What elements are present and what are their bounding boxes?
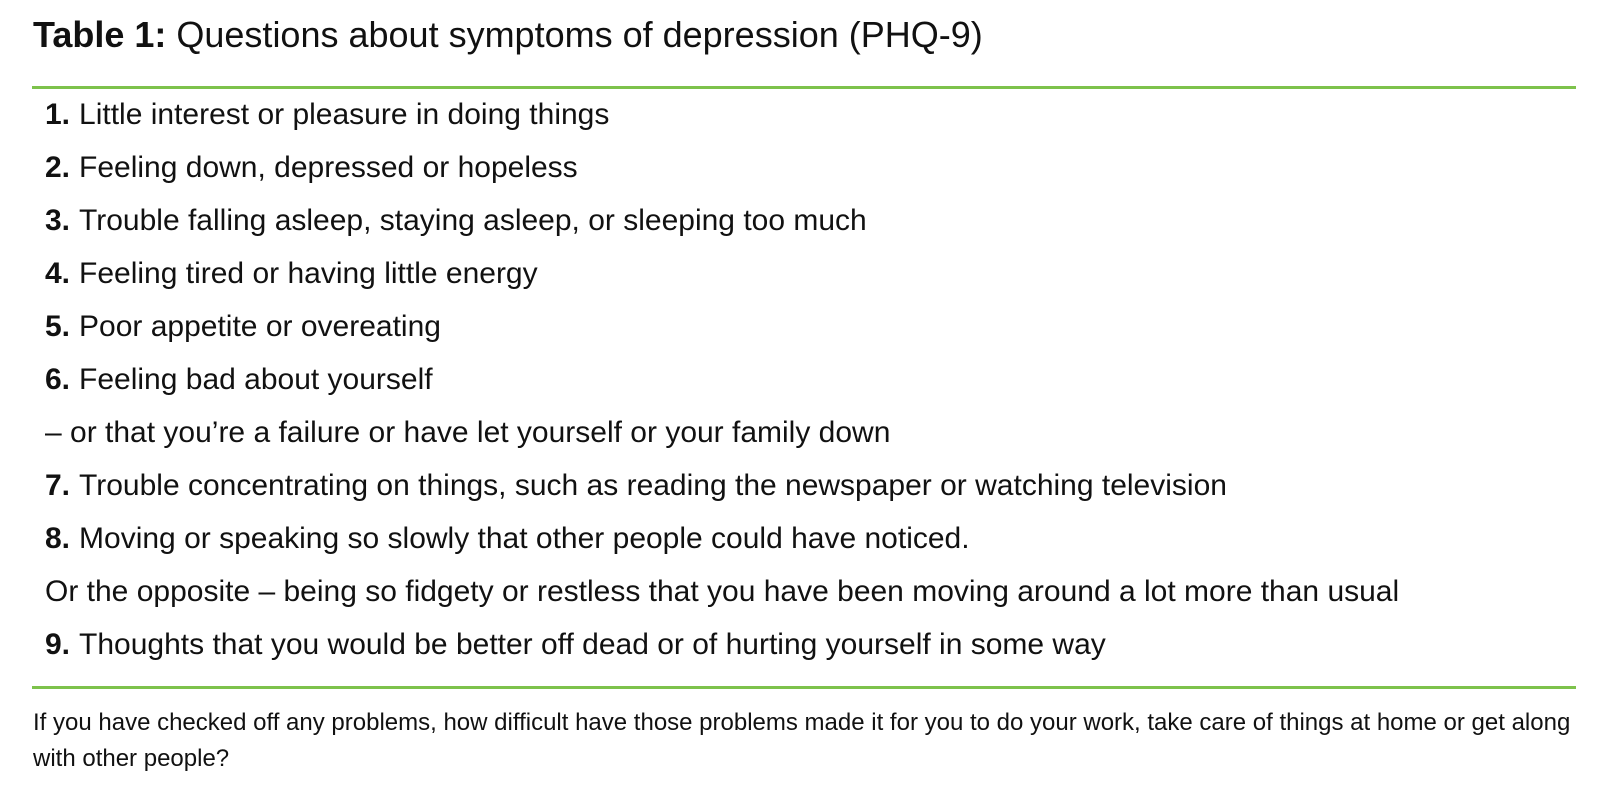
question-number: 8. <box>45 522 71 555</box>
question-number: 9. <box>45 628 71 661</box>
question-text: Or the opposite – being so fidgety or restless that you have been moving around a lot more than usual <box>45 575 1400 608</box>
table-caption <box>33 12 983 58</box>
question-text: Trouble falling asleep, staying asleep, or sleeping too much <box>79 204 867 237</box>
question-number: 4. <box>45 257 71 290</box>
question-number: 2. <box>45 151 71 184</box>
question-row-7 <box>45 459 1399 512</box>
question-list <box>45 88 1399 671</box>
question-text: Poor appetite or overeating <box>79 310 441 343</box>
question-row-4 <box>45 247 1399 300</box>
question-text: Feeling bad about yourself <box>79 363 433 396</box>
bottom-rule <box>32 686 1576 689</box>
question-number: 7. <box>45 469 71 502</box>
question-row-5 <box>45 300 1399 353</box>
question-row-1 <box>45 88 1399 141</box>
question-row-8-continuation <box>45 565 1399 618</box>
question-text: – or that you’re a failure or have let yourself or your family down <box>45 416 891 449</box>
question-number: 5. <box>45 310 71 343</box>
question-number: 1. <box>45 98 71 131</box>
table-title: Questions about symptoms of depression (PHQ-9) <box>176 14 983 55</box>
question-row-6-continuation <box>45 406 1399 459</box>
question-number: 3. <box>45 204 71 237</box>
question-text: Little interest or pleasure in doing things <box>79 98 610 131</box>
question-row-3 <box>45 194 1399 247</box>
question-text: Feeling tired or having little energy <box>79 257 538 290</box>
question-row-6 <box>45 353 1399 406</box>
question-text: Moving or speaking so slowly that other people could have noticed. <box>79 522 970 555</box>
question-row-2 <box>45 141 1399 194</box>
question-text: Trouble concentrating on things, such as reading the newspaper or watching television <box>79 469 1227 502</box>
question-row-9 <box>45 618 1399 671</box>
question-text: Thoughts that you would be better off dead or of hurting yourself in some way <box>79 628 1106 661</box>
table-footnote: If you have checked off any problems, how difficult have those problems made it for you to do your work, take care of things at home or get along with other people? <box>33 709 1571 772</box>
table-label: Table 1: <box>33 14 167 55</box>
question-number: 6. <box>45 363 71 396</box>
question-row-8 <box>45 512 1399 565</box>
question-text: Feeling down, depressed or hopeless <box>79 151 578 184</box>
